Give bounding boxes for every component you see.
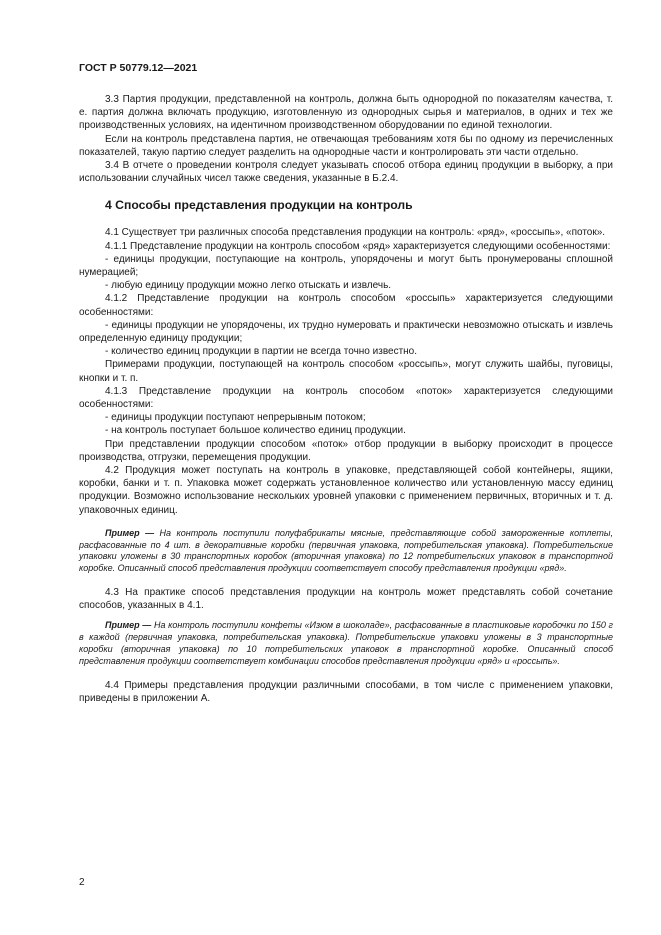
example-1 bbox=[79, 528, 613, 575]
paragraph-4-1-3-note: При представлении продукции способом «поток» отбор продукции в выборку происходит в процессе производства, отгрузки, перемещения продукции. bbox=[79, 438, 613, 463]
paragraph-4-3: 4.3 На практике способ представления продукции на контроль может представлять собой сочетание способов, указанных в 4.1. bbox=[79, 587, 613, 612]
paragraph-3-3: 3.3 Партия продукции, представленной на контроль, должна быть однородной по показателям качества, т. е. партия должна включать продукцию, изготовленную из однородных сырья и материалов, в одних и тех же производственных условиях, на идентичном производственном оборудовании по единой технологии. bbox=[79, 94, 613, 132]
paragraph-4-1-2-examples: Примерами продукции, поступающей на контроль способом «россыпь», могут служить шайбы, пуговицы, кнопки и т. п. bbox=[79, 359, 613, 384]
list-item: - любую единицу продукции можно легко отыскать и извлечь. bbox=[105, 280, 392, 292]
paragraph-4-2: 4.2 Продукция может поступать на контроль в упаковке, представляющей собой контейнеры, ящики, коробки, банки и т. п. Упаковка может содержать установленное количество или установленную массу единиц продукции. Возможно использование нескольких уровней упаковки с применением первичных, вторичных и т. д. упаковочных единиц. bbox=[79, 465, 613, 516]
example-text: На контроль поступили полуфабрикаты мясные, представляющие собой замороженные котлеты, расфасованные по 4 шт. в декоративные коробки (первичная упаковка, потребительская упаковка). Потребительские упаковки уложены в 30 транспортных коробок (вторичная упаковка) по 12 потребительских упаковок в транспортной коробке. Описанный способ представления продукции соответствует способу представления продукции «ряд». bbox=[79, 527, 613, 574]
paragraph-4-1-1: 4.1.1 Представление продукции на контроль способом «ряд» характеризуется следующими особенностями: bbox=[105, 240, 611, 252]
section-4-title: 4 Способы представления продукции на контроль bbox=[105, 198, 413, 213]
paragraph-4-1-2: 4.1.2 Представление продукции на контроль способом «россыпь» характеризуется следующими особенностями: bbox=[79, 293, 613, 318]
list-item: - единицы продукции не упорядочены, их трудно нумеровать и практически невозможно отыскать и извлечь определенную единицу продукции; bbox=[79, 319, 613, 345]
list-item: - количество единиц продукции в партии не всегда точно известно. bbox=[105, 346, 418, 358]
list-item: - единицы продукции поступают непрерывным потоком; bbox=[105, 412, 366, 424]
paragraph-4-1: 4.1 Существует три различных способа представления продукции на контроль: «ряд», «россыпь», «поток». bbox=[105, 227, 606, 239]
paragraph-4-1-3: 4.1.3 Представление продукции на контроль способом «поток» характеризуется следующими особенностями: bbox=[79, 385, 613, 411]
example-label: Пример — bbox=[105, 527, 155, 538]
paragraph-3-3-b: Если на контроль представлена партия, не отвечающая требованиям хотя бы по одному из перечисленных показателей, такую партию следует разделить на однородные части и контролировать эти части отдельно. bbox=[79, 133, 613, 158]
paragraph-4-4: 4.4 Примеры представления продукции различными способами, в том числе с применением упаковки, приведены в приложении А. bbox=[79, 679, 613, 704]
document-body bbox=[79, 93, 613, 705]
paragraph-3-4: 3.4 В отчете о проведении контроля следует указывать способ отбора единиц продукции в выборку, а при использовании случайных чисел также сведения, указанные в Б.2.4. bbox=[79, 160, 613, 185]
example-text: На контроль поступили конфеты «Изюм в шоколаде», расфасованные в пластиковые коробочки по 150 г в каждой (первичная упаковка, потребительская упаковка). Потребительские упаковки уложены в 3 транспортные коробки (вторичная упаковка) по 10 потребительских упаковок в транспортной коробке. Описанный способ представления продукции соответствует комбинации способов представления продукции «ряд» и «россыпь». bbox=[79, 620, 613, 666]
example-label: Пример — bbox=[105, 620, 152, 631]
list-item: - на контроль поступает большое количество единиц продукции. bbox=[105, 425, 406, 437]
list-item: - единицы продукции, поступающие на контроль, упорядочены и могут быть пронумерованы сплошной нумерацией; bbox=[79, 253, 613, 279]
example-2 bbox=[79, 620, 613, 667]
page-number: 2 bbox=[79, 877, 85, 888]
document-header: ГОСТ Р 50779.12—2021 bbox=[79, 62, 198, 74]
